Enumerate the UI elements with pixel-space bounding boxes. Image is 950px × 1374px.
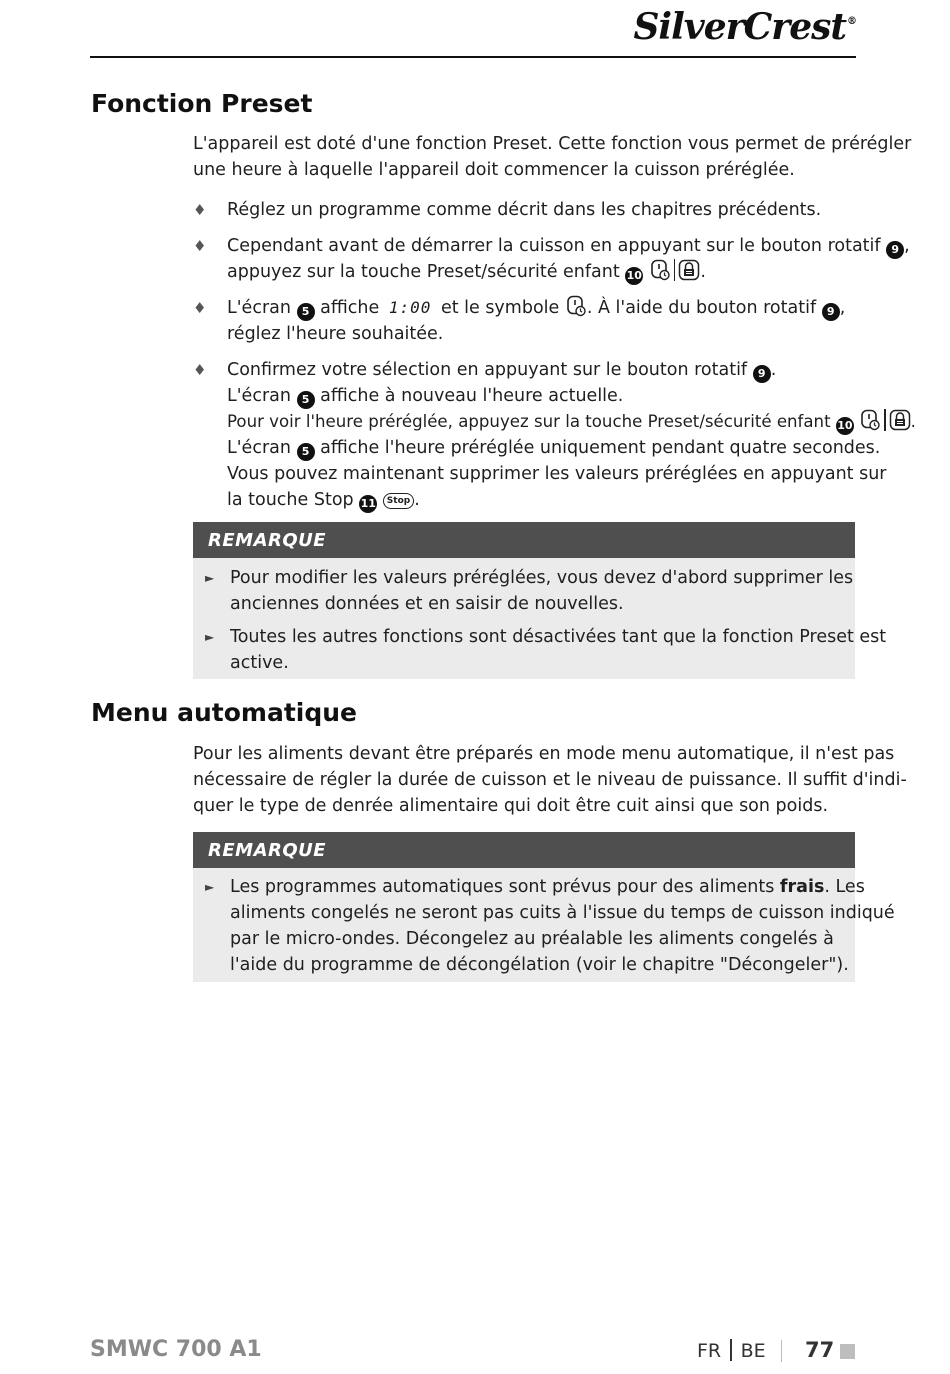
preset-clock-icon (859, 409, 881, 431)
diamond-icon: ♦ (193, 237, 207, 255)
ref-number: 9 (753, 365, 771, 383)
language-codes: FR BE (697, 1340, 766, 1362)
model-number: SMWC 700 A1 (90, 1337, 262, 1362)
section-title-menu: Menu automatique (91, 698, 358, 727)
triangle-arrow-icon: ► (205, 630, 215, 644)
ref-number: 11 (359, 495, 377, 513)
ref-number: 5 (297, 443, 315, 461)
menu-intro: Pour les aliments devant être préparés en mode menu automatique, il n'est pas nécessaire de régler la durée de cuisson et le niveau de puissance. Il suffit d'indi- quer le type de denrée alimentaire qui doit être cuit ainsi que son poids. (193, 744, 907, 816)
triangle-arrow-icon: ► (205, 880, 215, 894)
note-box (193, 832, 895, 982)
preset-clock-icon (565, 295, 587, 317)
page-marker (840, 1344, 855, 1359)
preset-intro: L'appareil est doté d'une fonction Preset. Cette fonction vous permet de prérégler une heure à laquelle l'appareil doit commencer la cuisson préréglée. (193, 134, 912, 180)
ref-number: 10 (625, 267, 643, 285)
note-item: ► Les programmes automatiques sont prévus pour des aliments frais. Les aliments congelés ne seront pas cuits à l'issue du temps de cuisson indiqué par le micro-ondes. Décongelez au préalable les aliments congelés à l'aide du programme de décongélation (voir le chapitre "Décongeler"). (193, 874, 855, 978)
ref-number: 10 (836, 417, 854, 435)
note-item: ► Pour modifier les valeurs préréglées, vous devez d'abord supprimer les anciennes données et en saisir de nouvelles. (193, 565, 855, 617)
header-rule (90, 56, 856, 58)
footer-divider (781, 1340, 782, 1362)
diamond-icon: ♦ (193, 299, 207, 317)
note-heading: REMARQUE (193, 522, 855, 558)
ref-number: 5 (297, 391, 315, 409)
diamond-icon: ♦ (193, 201, 207, 219)
note-heading: REMARQUE (193, 832, 855, 868)
section-title-preset: Fonction Preset (91, 89, 313, 118)
ref-number: 9 (822, 303, 840, 321)
preset-clock-icon (649, 259, 671, 281)
ref-number: 5 (297, 303, 315, 321)
brand-logo: SilverCrest® (633, 6, 856, 48)
note-box (193, 522, 887, 679)
note-item: ► Toutes les autres fonctions sont désactivées tant que la fonction Preset est active. (193, 624, 855, 676)
diamond-icon: ♦ (193, 361, 207, 379)
child-lock-icon (889, 409, 911, 431)
triangle-arrow-icon: ► (205, 571, 215, 585)
stop-button-icon: Stop (383, 493, 414, 509)
child-lock-icon (678, 259, 700, 281)
display-readout: 1:00 (388, 298, 432, 317)
ref-number: 9 (886, 241, 904, 259)
page-number: 77 (805, 1338, 835, 1362)
